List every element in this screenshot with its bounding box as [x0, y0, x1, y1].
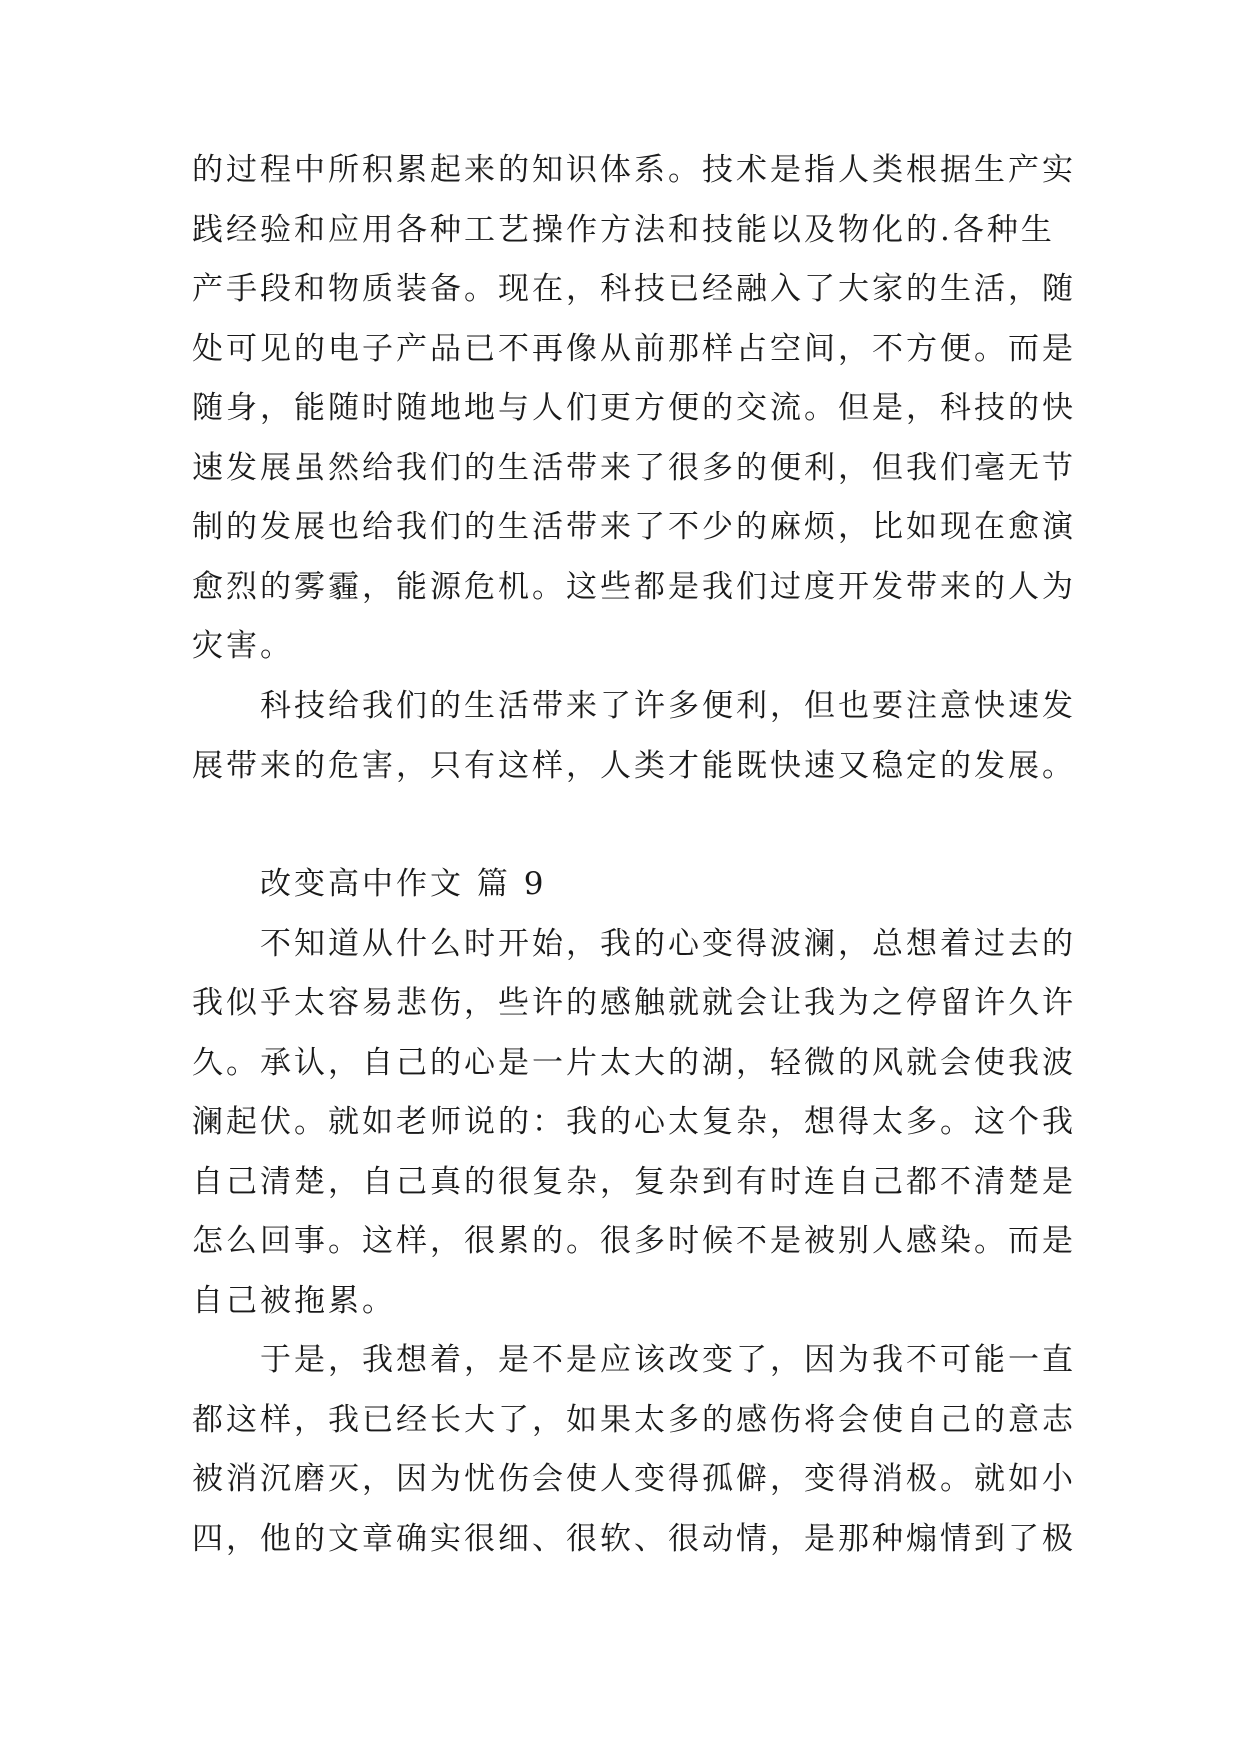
text-line: 速发展虽然给我们的生活带来了很多的便利，但我们毫无节 — [192, 450, 1076, 486]
section-heading: 改变高中作文 篇 9 — [192, 866, 547, 902]
paragraph-start-line: 不知道从什么时开始，我的心变得波澜，总想着过去的 — [192, 926, 1076, 962]
text-line: 制的发展也给我们的生活带来了不少的麻烦，比如现在愈演 — [192, 509, 1076, 545]
text-line: 的过程中所积累起来的知识体系。技术是指人类根据生产实 — [192, 152, 1076, 188]
text-line: 我似乎太容易悲伤，些许的感触就就会让我为之停留许久许 — [192, 985, 1076, 1021]
text-line: 产手段和物质装备。现在，科技已经融入了大家的生活，随 — [192, 271, 1076, 307]
text-line: 灾害。 — [192, 628, 294, 664]
text-line: 久。承认，自己的心是一片太大的湖，轻微的风就会使我波 — [192, 1045, 1076, 1081]
paragraph-start-line: 科技给我们的生活带来了许多便利，但也要注意快速发 — [192, 688, 1076, 724]
text-line: 处可见的电子产品已不再像从前那样占空间，不方便。而是 — [192, 331, 1076, 367]
text-line: 澜起伏。就如老师说的：我的心太复杂，想得太多。这个我 — [192, 1104, 1076, 1140]
text-line: 展带来的危害，只有这样，人类才能既快速又稳定的发展。 — [192, 748, 1076, 784]
text-line: 怎么回事。这样，很累的。很多时候不是被别人感染。而是 — [192, 1223, 1076, 1259]
text-line: 自己清楚，自己真的很复杂，复杂到有时连自己都不清楚是 — [192, 1164, 1076, 1200]
text-line: 四，他的文章确实很细、很软、很动情，是那种煽情到了极 — [192, 1521, 1076, 1557]
text-line: 践经验和应用各种工艺操作方法和技能以及物化的.各种生 — [192, 212, 1055, 248]
paragraph-start-line: 于是，我想着，是不是应该改变了，因为我不可能一直 — [192, 1342, 1076, 1378]
text-line: 愈烈的雾霾，能源危机。这些都是我们过度开发带来的人为 — [192, 569, 1076, 605]
text-line: 都这样，我已经长大了，如果太多的感伤将会使自己的意志 — [192, 1402, 1076, 1438]
text-line: 被消沉磨灭，因为忧伤会使人变得孤僻，变得消极。就如小 — [192, 1461, 1076, 1497]
text-line: 随身，能随时随地地与人们更方便的交流。但是，科技的快 — [192, 390, 1076, 426]
text-line: 自己被拖累。 — [192, 1283, 396, 1319]
